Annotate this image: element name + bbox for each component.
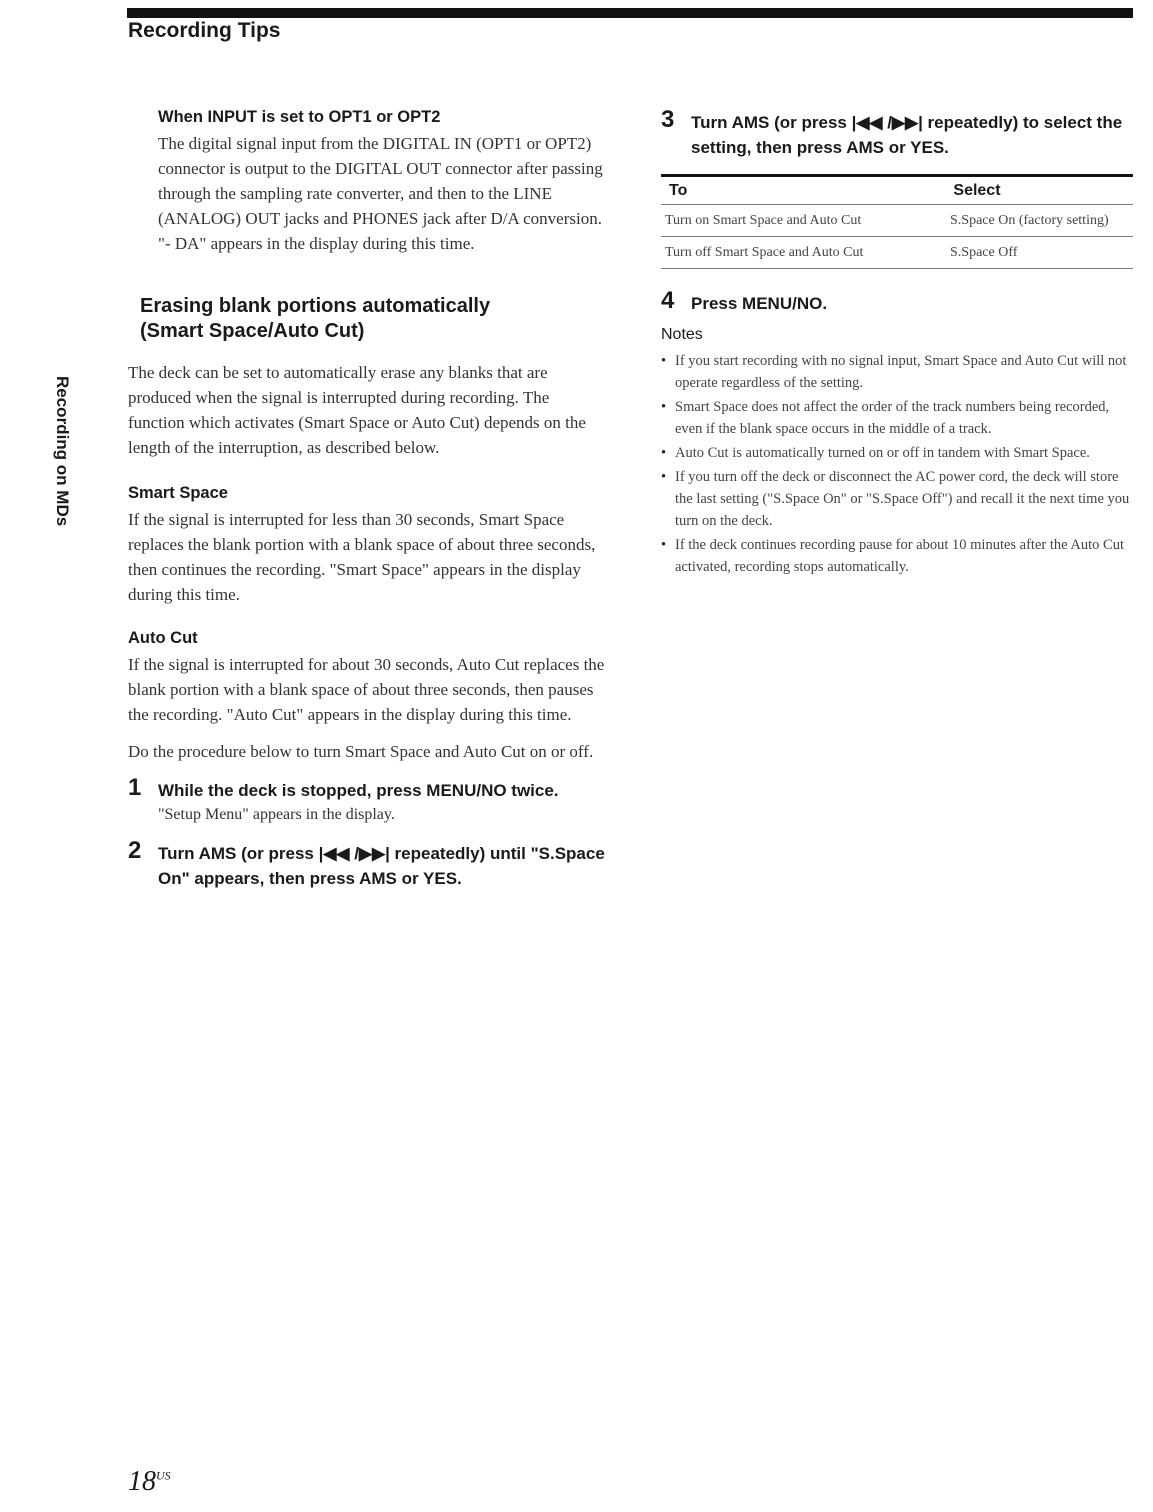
step-2-title: Turn AMS (or press |◀◀ /▶▶| repeatedly) until "S.Space On" appears, then press AMS or YES. (158, 844, 605, 888)
table-row (661, 237, 1133, 269)
table-header (661, 177, 1133, 205)
note-item: • Auto Cut is automatically turned on or off in tandem with Smart Space. (661, 442, 1133, 464)
page-number (128, 1466, 171, 1498)
side-tab: Recording on MDs (53, 376, 72, 527)
notes-list (661, 350, 1133, 578)
procedure-text: Do the procedure below to turn Smart Space and Auto Cut on or off. (128, 742, 594, 761)
step-1-note: "Setup Menu" appears in the display. (158, 806, 395, 823)
smart-space-heading: Smart Space (128, 484, 228, 502)
right-column (661, 106, 1133, 580)
intro-text: The deck can be set to automatically erase any blanks that are produced when the signal is interrupted during recording. The function which activates (Smart Space or Auto Cut) depends on the length of the interruption, as described below. (128, 363, 586, 457)
row-2-to: Turn off Smart Space and Auto Cut (665, 245, 864, 260)
page-number-suffix: US (156, 1468, 171, 1483)
note-item: • If you turn off the deck or disconnect the AC power cord, the deck will store the last setting ("S.Space On" or "S.Space Off") and recall it the next time you turn on the deck. (661, 466, 1133, 532)
page-number-value: 18 (128, 1466, 156, 1497)
step-1-number: 1 (128, 774, 142, 801)
table-row (661, 205, 1133, 237)
step-4 (661, 287, 1133, 316)
auto-cut-heading: Auto Cut (128, 629, 198, 647)
row-2-select: S.Space Off (950, 245, 1018, 260)
step-4-title: Press MENU/NO. (691, 294, 828, 313)
step-2 (128, 837, 610, 891)
step-1 (128, 774, 610, 827)
settings-table (661, 174, 1133, 269)
row-1-to: Turn on Smart Space and Auto Cut (665, 213, 862, 228)
auto-cut-text: If the signal is interrupted for about 30 seconds, Auto Cut replaces the blank portion with a blank space of about three seconds, then pauses the recording. "Auto Cut" appears in the display during this time. (128, 655, 605, 724)
step-4-number: 4 (661, 287, 675, 314)
main-heading-line2: (Smart Space/Auto Cut) (140, 320, 365, 342)
main-heading-line1: Erasing blank portions automatically (140, 295, 491, 317)
section-title: Recording Tips (128, 19, 281, 42)
col-select-header: Select (953, 182, 1001, 199)
step-3-title: Turn AMS (or press |◀◀ /▶▶| repeatedly) to select the setting, then press AMS or YES. (691, 113, 1123, 157)
step-1-title: While the deck is stopped, press MENU/NO twice. (158, 781, 559, 800)
left-column (128, 108, 610, 901)
opt-heading: When INPUT is set to OPT1 or OPT2 (158, 108, 441, 126)
note-item: • If the deck continues recording pause for about 10 minutes after the Auto Cut activated, recording stops automatically. (661, 534, 1133, 578)
smart-space-text: If the signal is interrupted for less than 30 seconds, Smart Space replaces the blank portion with a blank space of about three seconds, then continues the recording. "Smart Space" appears in the display during this time. (128, 510, 596, 604)
step-3-number: 3 (661, 106, 675, 133)
row-1-select: S.Space On (factory setting) (950, 213, 1109, 228)
main-heading (140, 294, 610, 344)
note-item: • Smart Space does not affect the order of the track numbers being recorded, even if the blank space occurs in the middle of a track. (661, 396, 1133, 440)
note-item: • If you start recording with no signal input, Smart Space and Auto Cut will not operate regardless of the setting. (661, 350, 1133, 394)
step-2-number: 2 (128, 837, 142, 864)
header-rule (127, 8, 1133, 18)
step-3 (661, 106, 1133, 160)
col-to-header: To (669, 182, 688, 199)
opt-text: The digital signal input from the DIGITAL IN (OPT1 or OPT2) connector is output to the DIGITAL OUT connector after passing through the sampling rate converter, and then to the LINE (ANALOG) OUT jacks and PHONES jack after D/A conversion. "- DA" appears in the display during this time. (158, 134, 603, 253)
notes-heading: Notes (661, 326, 703, 343)
